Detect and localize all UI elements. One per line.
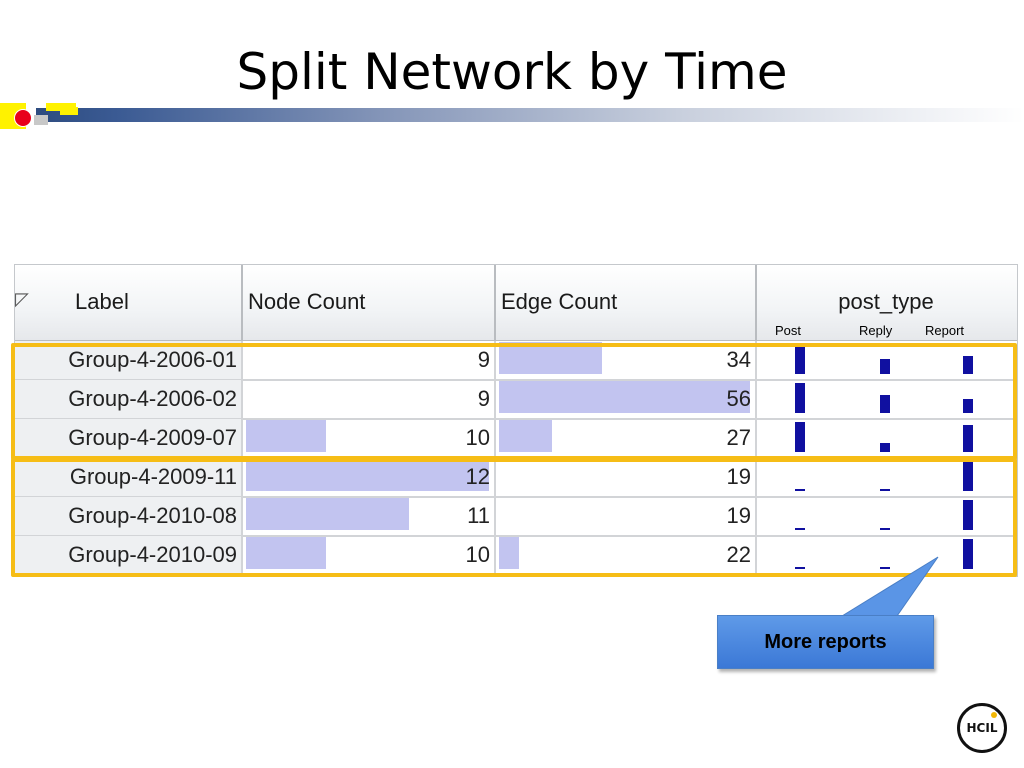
post-type-label-report: Report xyxy=(925,323,965,338)
edge-count-value: 19 xyxy=(726,464,751,489)
highlight-box-early-groups xyxy=(11,343,1017,460)
column-header-node-count[interactable] xyxy=(243,265,496,340)
column-header-edge-count-text: Edge Count xyxy=(501,289,618,314)
row-label-text: Group-4-2010-09 xyxy=(68,542,237,567)
row-label-text: Group-4-2006-01 xyxy=(68,347,237,372)
more-reports-callout: More reports xyxy=(717,615,934,669)
yellow-bar-decoration-2 xyxy=(60,107,78,115)
row-label-text: Group-4-2009-07 xyxy=(68,425,237,450)
row-label-text: Group-4-2009-11 xyxy=(69,464,237,489)
column-header-edge-count[interactable] xyxy=(496,265,757,340)
node-count-value: 11 xyxy=(467,503,490,528)
gradient-bar xyxy=(36,108,1024,122)
column-header-label-text: Label xyxy=(75,289,129,314)
column-header-node-count-text: Node Count xyxy=(248,289,366,314)
node-count-value: 10 xyxy=(465,542,490,567)
edge-count-value: 56 xyxy=(726,386,751,411)
slide-title: Split Network by Time xyxy=(236,43,788,101)
node-count-value: 12 xyxy=(465,464,490,489)
node-count-value: 9 xyxy=(477,386,490,411)
row-label-text: Group-4-2006-02 xyxy=(68,386,237,411)
logo-spark-icon xyxy=(991,712,997,718)
post-type-label-reply: Reply xyxy=(859,323,893,338)
table-header-row xyxy=(15,265,1017,341)
gray-square-decoration xyxy=(34,115,48,125)
column-header-label[interactable] xyxy=(15,265,243,340)
hcil-logo-text: HCIL xyxy=(966,721,998,735)
edge-count-value: 34 xyxy=(726,347,751,372)
row-label-text: Group-4-2010-08 xyxy=(68,503,237,528)
title-decoration-bar xyxy=(0,103,1024,127)
edge-count-value: 27 xyxy=(726,425,751,450)
post-type-label-post: Post xyxy=(775,323,802,338)
hcil-logo xyxy=(957,703,1007,753)
edge-count-value: 19 xyxy=(726,503,751,528)
node-count-value: 9 xyxy=(477,347,490,372)
sort-indicator-icon[interactable]: ◸ xyxy=(15,289,29,309)
node-count-value: 10 xyxy=(465,425,490,450)
edge-count-value: 22 xyxy=(726,542,751,567)
column-header-post-type[interactable] xyxy=(757,265,1015,340)
callout-pointer xyxy=(716,555,946,620)
red-dot-decoration xyxy=(14,109,32,127)
column-header-post-type-text: post_type xyxy=(838,289,934,314)
